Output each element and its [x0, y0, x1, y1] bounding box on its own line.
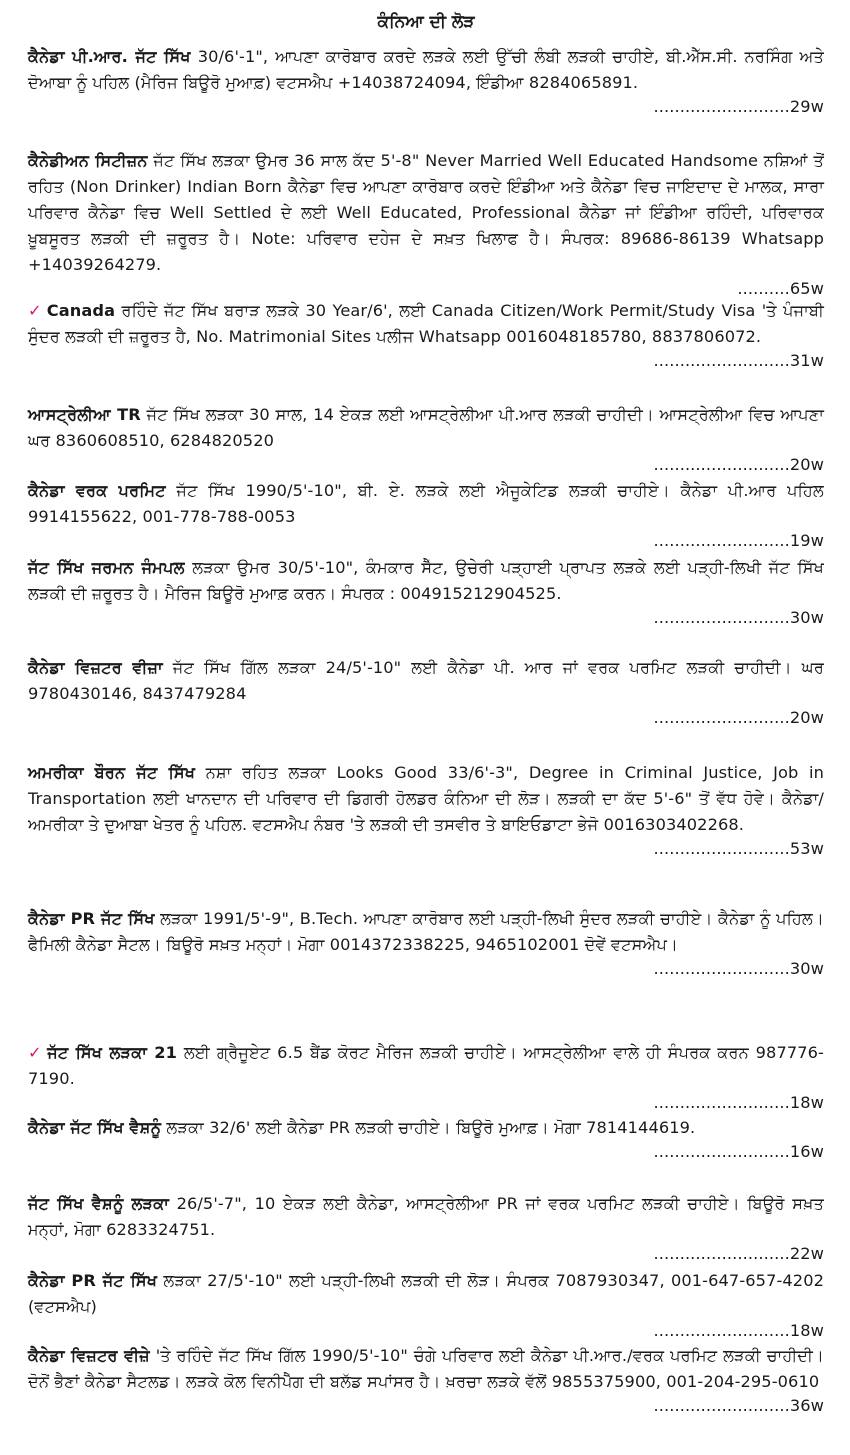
classified-ad [28, 402, 824, 476]
ad-body: 30/6'-1", ਆਪਣਾ ਕਾਰੋਬਾਰ ਕਰਦੇ ਲੜਕੇ ਲਈ ਉੱਚੀ ਲੰਬੀ ਲੜਕੀ ਚਾਹੀਏ, ਬੀ.ਐੱਸ.ਸੀ. ਨਰਸਿੰਗ ਅਤੇ ਦੋਆਬਾ ਨੂੰ ਪਹਿਲ (ਮੈਰਿਜ ਬਿਊਰੋ ਮੁਆਫ਼) ਵਟਸਐਪ +14038724094, ਇੰਡੀਆ 8284065891. [28, 47, 824, 92]
ad-body: ਲੜਕਾ 32/6' ਲਈ ਕੈਨੇਡਾ PR ਲੜਕੀ ਚਾਹੀਏ। ਬਿਊਰੋ ਮੁਆਫ਼। ਮੋਗਾ 7814144619. [161, 1118, 696, 1137]
ad-lead: ਕੈਨੇਡੀਅਨ ਸਿਟੀਜ਼ਨ [28, 151, 148, 170]
ad-body: ਲੜਕਾ 27/5'-10" ਲਈ ਪੜ੍ਹੀ-ਲਿਖੀ ਲੜਕੀ ਦੀ ਲੋੜ। ਸੰਪਰਕ 7087930347, 001-647-657-4202 (ਵਟਸਐਪ) [28, 1271, 824, 1316]
ad-lead: ਕੈਨੇਡਾ ਜੱਟ ਸਿੱਖ ਵੈਸ਼ਨੂੰ [28, 1118, 162, 1137]
classified-ad [28, 478, 824, 552]
classified-ad [28, 1191, 824, 1265]
ad-ref: ..........................29w [653, 97, 824, 116]
ad-body: ਰਹਿੰਦੇ ਜੱਟ ਸਿੱਖ ਬਰਾੜ ਲੜਕੇ 30 Year/6', ਲਈ Canada Citizen/Work Permit/Study Visa 'ਤੇ ਪੰਜਾਬੀ ਸੁੰਦਰ ਲੜਕੀ ਦੀ ਜ਼ਰੂਰਤ ਹੈ, No. Matrimonial Sites ਪਲੀਜ Whatsapp 0016048185780, 8837806072. [28, 301, 824, 346]
ad-ref: ..........................20w [653, 455, 824, 474]
classified-ad [28, 1040, 824, 1114]
page-title: ਕੰਨਿਆ ਦੀ ਲੋੜ [377, 12, 475, 32]
ad-lead: ਕੈਨੇਡਾ PR ਜੱਟ ਸਿੱਖ [28, 909, 155, 928]
ad-lead: Canada [46, 301, 116, 320]
ad-ref: ..........................18w [653, 1093, 824, 1112]
ad-body: ਜੱਟ ਸਿੱਖ ਗਿੱਲ ਲੜਕਾ 24/5'-10" ਲਈ ਕੈਨੇਡਾ ਪੀ. ਆਰ ਜਾਂ ਵਰਕ ਪਰਮਿਟ ਲੜਕੀ ਚਾਹੀਦੀ। ਘਰ 9780430146, 8437479284 [28, 658, 824, 703]
ad-ref: ..........................36w [653, 1396, 824, 1415]
classified-ad [28, 655, 824, 729]
ad-ref: ..........................30w [653, 959, 824, 978]
classified-ad [28, 760, 824, 860]
classified-ad [28, 1268, 824, 1342]
ad-lead: ਜੱਟ ਸਿੱਖ ਵੈਸ਼ਨੂੰ ਲੜਕਾ [28, 1194, 169, 1213]
ad-lead: ਆਸਟ੍ਰੇਲੀਆ TR [28, 405, 141, 424]
ad-lead: ਕੈਨੇਡਾ ਵਿਜ਼ਟਰ ਵੀਜ਼ਾ [28, 658, 163, 677]
ad-ref: ..........................18w [653, 1321, 824, 1340]
ad-lead: ਜੱਟ ਸਿੱਖ ਜਰਮਨ ਜੰਮਪਲ [28, 558, 185, 577]
ad-ref: ..........................30w [653, 608, 824, 627]
ad-body: ਲੜਕਾ ਉਮਰ 30/5'-10", ਕੰਮਕਾਰ ਸੈੱਟ, ਉਚੇਰੀ ਪੜ੍ਹਾਈ ਪ੍ਰਾਪਤ ਲੜਕੇ ਲਈ ਪੜ੍ਹੀ-ਲਿਖੀ ਜੱਟ ਸਿੱਖ ਲੜਕੀ ਦੀ ਜ਼ਰੂਰਤ ਹੈ। ਮੈਰਿਜ ਬਿਊਰੋ ਮੁਆਫ਼ ਕਰਨ। ਸੰਪਰਕ : 004915212904525. [28, 558, 824, 603]
ad-body: ਜੱਟ ਸਿੱਖ 1990/5'-10", ਬੀ. ਏ. ਲੜਕੇ ਲਈ ਐਜੂਕੇਟਿਡ ਲੜਕੀ ਚਾਹੀਏ। ਕੈਨੇਡਾ ਪੀ.ਆਰ ਪਹਿਲ 9914155622, 001-778-788-0053 [28, 481, 824, 526]
classified-ad [28, 44, 824, 118]
ad-body: 'ਤੇ ਰਹਿੰਦੇ ਜੱਟ ਸਿੱਖ ਗਿੱਲ 1990/5'-10" ਚੰਗੇ ਪਰਿਵਾਰ ਲਈ ਕੈਨੇਡਾ ਪੀ.ਆਰ./ਵਰਕ ਪਰਮਿਟ ਲੜਕੀ ਚਾਹੀਦੀ। ਦੋਨੋਂ ਭੈਣਾਂ ਕੈਨੇਡਾ ਸੈਟਲਡ। ਲੜਕੇ ਕੋਲ ਵਿਨੀਪੈੱਗ ਦੀ ਬਲੱਡ ਸਪਾਂਸਰ ਹੈ। ਖ਼ਰਚਾ ਲੜਕੇ ਵੱਲੋਂ 9855375900, 001-204-295-0610 [28, 1346, 824, 1391]
ad-ref: ..........................19w [653, 531, 824, 550]
ad-body: 26/5'-7", 10 ਏਕੜ ਲਈ ਕੈਨੇਡਾ, ਆਸਟ੍ਰੇਲੀਆ PR ਜਾਂ ਵਰਕ ਪਰਮਿਟ ਲੜਕੀ ਚਾਹੀਏ। ਬਿਊਰੋ ਸਖ਼ਤ ਮਨ੍ਹਾਂ, ਮੋਗਾ 6283324751. [28, 1194, 824, 1239]
ad-ref: ..........................53w [653, 839, 824, 858]
classified-ad [28, 298, 824, 372]
ad-ref: ..........65w [737, 279, 824, 298]
ad-lead: ਕੈਨੇਡਾ ਪੀ.ਆਰ. ਜੱਟ ਸਿੱਖ [28, 47, 191, 66]
ad-lead: ਕੈਨੇਡਾ ਵਿਜ਼ਟਰ ਵੀਜ਼ੇ [28, 1346, 150, 1365]
ad-body: ਜੱਟ ਸਿੱਖ ਲੜਕਾ 30 ਸਾਲ, 14 ਏਕੜ ਲਈ ਆਸਟ੍ਰੇਲੀਆ ਪੀ.ਆਰ ਲੜਕੀ ਚਾਹੀਦੀ। ਆਸਟ੍ਰੇਲੀਆ ਵਿਚ ਆਪਣਾ ਘਰ 8360608510, 6284820520 [28, 405, 824, 450]
ad-body: ਜੱਟ ਸਿੱਖ ਲੜਕਾ ਉਮਰ 36 ਸਾਲ ਕੱਦ 5'-8" Never Married Well Educated Handsome ਨਸ਼ਿਆਂ ਤੋਂ ਰਹਿਤ (Non Drinker) Indian Born ਕੈਨੇਡਾ ਵਿਚ ਆਪਣਾ ਕਾਰੋਬਾਰ ਕਰਦੇ ਇੰਡੀਆ ਅਤੇ ਕੈਨੇਡਾ ਵਿਚ ਜਾਇਦਾਦ ਦੇ ਮਾਲਕ, ਸਾਰਾ ਪਰਿਵਾਰ ਕੈਨੇਡਾ ਵਿਚ Well Settled ਦੇ ਲਈ Well Educated, Professional ਕੈਨੇਡਾ ਜਾਂ ਇੰਡੀਆ ਰਹਿੰਦੀ, ਪਰਿਵਾਰਕ ਖ਼ੂਬਸੂਰਤ ਲੜਕੀ ਦੀ ਜ਼ਰੂਰਤ ਹੈ। Note: ਪਰਿਵਾਰ ਦਹੇਜ ਦੇ ਸਖ਼ਤ ਖਿਲਾਫ ਹੈ। ਸੰਪਰਕ: 89686-86139 Whatsapp +14039264279. [28, 151, 824, 274]
classified-ad [28, 906, 824, 980]
ad-ref: ..........................20w [653, 708, 824, 727]
check-icon: ✓ [28, 301, 43, 320]
ad-body: ਲਈ ਗ੍ਰੈਜੂਏਟ 6.5 ਬੈਂਡ ਕੋਰਟ ਮੈਰਿਜ ਲੜਕੀ ਚਾਹੀਏ। ਆਸਟ੍ਰੇਲੀਆ ਵਾਲੇ ਹੀ ਸੰਪਰਕ ਕਰਨ 987776-7190. [28, 1043, 824, 1088]
ad-lead: ਅਮਰੀਕਾ ਬੌਰਨ ਜੱਟ ਸਿੱਖ [28, 763, 196, 782]
ad-body: ਨਸ਼ਾ ਰਹਿਤ ਲੜਕਾ Looks Good 33/6'-3", Degree in Criminal Justice, Job in Transportation ਲਈ ਖਾਨਦਾਨ ਦੀ ਪਰਿਵਾਰ ਦੀ ਡਿਗਰੀ ਹੋਲਡਰ ਕੰਨਿਆ ਦੀ ਲੋੜ। ਲੜਕੀ ਦਾ ਕੱਦ 5'-6" ਤੋਂ ਵੱਧ ਹੋਵੇ। ਕੈਨੇਡਾ/ਅਮਰੀਕਾ ਤੇ ਦੁਆਬਾ ਖੇਤਰ ਨੂੰ ਪਹਿਲ. ਵਟਸਐਪ ਨੰਬਰ 'ਤੇ ਲੜਕੀ ਦੀ ਤਸਵੀਰ ਤੇ ਬਾਇਓਡਾਟਾ ਭੇਜੋ 0016303402268. [28, 763, 824, 834]
classified-ad [28, 148, 824, 300]
ad-ref: ..........................16w [653, 1142, 824, 1161]
check-icon: ✓ [28, 1043, 44, 1062]
classified-ad [28, 1115, 824, 1163]
classified-ad [28, 555, 824, 629]
ad-body: ਲੜਕਾ 1991/5'-9", B.Tech. ਆਪਣਾ ਕਾਰੋਬਾਰ ਲਈ ਪੜ੍ਹੀ-ਲਿਖੀ ਸੁੰਦਰ ਲੜਕੀ ਚਾਹੀਏ। ਕੈਨੇਡਾ ਨੂੰ ਪਹਿਲ। ਫੈਮਿਲੀ ਕੈਨੇਡਾ ਸੈਟਲ। ਬਿਊਰੋ ਸਖ਼ਤ ਮਨ੍ਹਾਂ। ਮੋਗਾ 0014372338225, 9465102001 ਦੋਵੇਂ ਵਟਸਐਪ। [28, 909, 824, 954]
ad-lead: ਕੈਨੇਡਾ PR ਜੱਟ ਸਿੱਖ [28, 1271, 158, 1290]
ad-lead: ਕੈਨੇਡਾ ਵਰਕ ਪਰਮਿਟ [28, 481, 166, 500]
ad-ref: ..........................31w [653, 351, 824, 370]
classified-ad [28, 1343, 824, 1417]
ad-lead: ਜੱਟ ਸਿੱਖ ਲੜਕਾ 21 [47, 1043, 178, 1062]
ad-ref: ..........................22w [653, 1244, 824, 1263]
